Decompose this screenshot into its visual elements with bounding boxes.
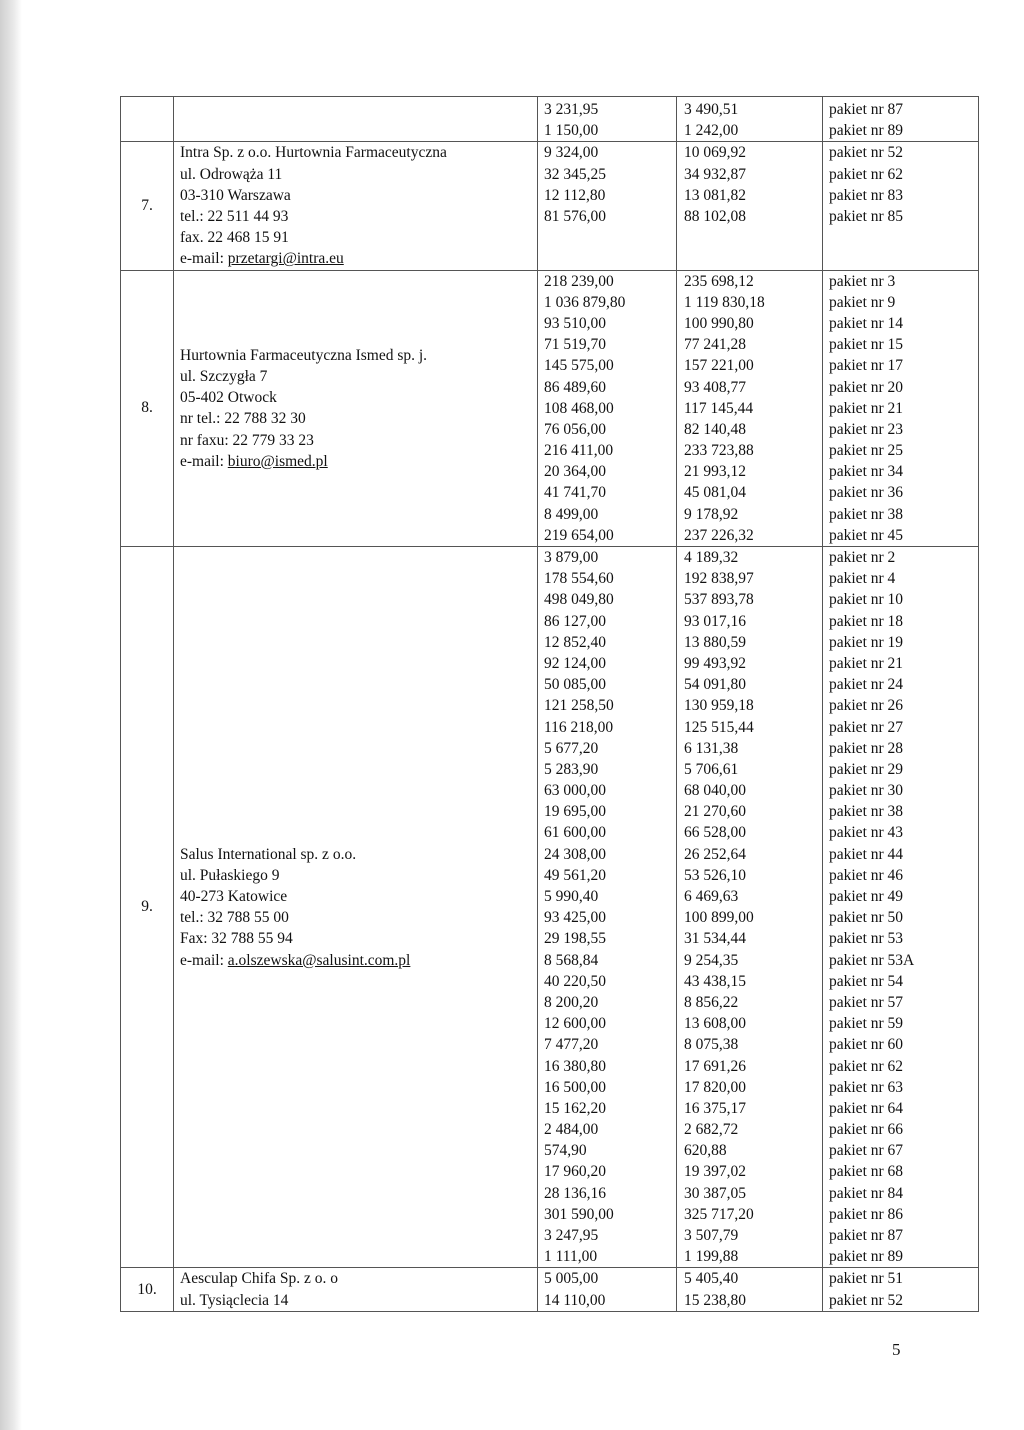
supplier-line: Aesculap Chifa Sp. z o. o — [180, 1270, 338, 1288]
gross-value: 50 085,00 — [544, 676, 606, 694]
row-number: 7. — [121, 142, 174, 270]
gross-value: 61 600,00 — [544, 824, 606, 842]
package-name: pakiet nr 68 — [829, 1163, 904, 1181]
net-value: 130 959,18 — [684, 697, 754, 715]
net-value: 1 242,00 — [684, 122, 739, 140]
gross-value: 71 519,70 — [544, 336, 606, 354]
net-value-column — [677, 270, 823, 546]
package-name: pakiet nr 4 — [829, 570, 896, 588]
gross-value: 219 654,00 — [544, 526, 614, 544]
gross-value: 121 258,50 — [544, 697, 614, 715]
gross-value-column — [538, 97, 677, 142]
net-value: 8 856,22 — [684, 993, 739, 1011]
net-value: 325 717,20 — [684, 1205, 754, 1223]
email-label: e-mail: — [180, 250, 228, 268]
gross-value: 574,90 — [544, 1142, 587, 1160]
gross-value: 5 005,00 — [544, 1270, 599, 1288]
net-value: 68 040,00 — [684, 782, 746, 800]
package-name: pakiet nr 54 — [829, 972, 904, 990]
package-name: pakiet nr 24 — [829, 676, 904, 694]
gross-value: 216 411,00 — [544, 442, 614, 460]
gross-value: 8 200,20 — [544, 993, 599, 1011]
offers-table — [120, 96, 979, 1312]
gross-value: 12 112,80 — [544, 186, 606, 204]
gross-value: 32 345,25 — [544, 165, 606, 183]
gross-value: 3 247,95 — [544, 1227, 599, 1245]
email-label: e-mail: — [180, 951, 228, 969]
email-link[interactable]: biuro@ismed.pl — [227, 452, 328, 470]
package-name: pakiet nr 46 — [829, 866, 904, 884]
gross-value: 63 000,00 — [544, 782, 606, 800]
gross-value: 29 198,55 — [544, 930, 606, 948]
row-number: 9. — [121, 547, 174, 1268]
package-name: pakiet nr 57 — [829, 993, 904, 1011]
package-name: pakiet nr 3 — [829, 272, 896, 290]
net-value: 125 515,44 — [684, 718, 754, 736]
row-number — [121, 97, 174, 142]
net-value-column — [677, 1268, 823, 1311]
supplier-line: 03-310 Warszawa — [180, 186, 291, 204]
gross-value: 16 500,00 — [544, 1078, 606, 1096]
net-value: 26 252,64 — [684, 845, 746, 863]
supplier-line: tel.: 22 511 44 93 — [180, 207, 289, 225]
package-name: pakiet nr 51 — [829, 1270, 904, 1288]
package-name: pakiet nr 87 — [829, 1227, 904, 1245]
gross-value: 86 489,60 — [544, 378, 606, 396]
package-name: pakiet nr 53A — [829, 951, 915, 969]
net-value: 235 698,12 — [684, 272, 754, 290]
net-value: 77 241,28 — [684, 336, 746, 354]
gross-value: 92 124,00 — [544, 654, 606, 672]
net-value: 192 838,97 — [684, 570, 754, 588]
supplier-line: ul. Pułaskiego 9 — [180, 866, 280, 884]
supplier-line: ul. Odrowąża 11 — [180, 165, 283, 183]
gross-value: 24 308,00 — [544, 845, 606, 863]
package-name: pakiet nr 43 — [829, 824, 904, 842]
net-value: 4 189,32 — [684, 549, 739, 567]
offer-row — [121, 97, 979, 142]
supplier-line: ul. Szczygła 7 — [180, 367, 268, 385]
package-name: pakiet nr 26 — [829, 697, 904, 715]
gross-value: 301 590,00 — [544, 1205, 614, 1223]
supplier-line: 05-402 Otwock — [180, 389, 277, 407]
package-name-column — [823, 142, 979, 270]
net-value: 53 526,10 — [684, 866, 746, 884]
supplier-line: Fax: 32 788 55 94 — [180, 930, 293, 948]
package-name: pakiet nr 23 — [829, 420, 904, 438]
package-name: pakiet nr 63 — [829, 1078, 904, 1096]
net-value: 54 091,80 — [684, 676, 746, 694]
row-number: 8. — [121, 270, 174, 546]
offer-row — [121, 142, 979, 270]
package-name: pakiet nr 9 — [829, 293, 896, 311]
package-name: pakiet nr 89 — [829, 1248, 904, 1266]
gross-value: 15 162,20 — [544, 1099, 606, 1117]
supplier-details — [174, 270, 538, 546]
net-value: 34 932,87 — [684, 165, 746, 183]
package-name-column — [823, 547, 979, 1268]
package-name: pakiet nr 44 — [829, 845, 904, 863]
gross-value: 20 364,00 — [544, 463, 606, 481]
gross-value: 93 510,00 — [544, 314, 606, 332]
package-name: pakiet nr 86 — [829, 1205, 904, 1223]
net-value: 537 893,78 — [684, 591, 754, 609]
gross-value: 76 056,00 — [544, 420, 606, 438]
gross-value: 108 468,00 — [544, 399, 614, 417]
net-value: 237 226,32 — [684, 526, 754, 544]
gross-value: 1 111,00 — [544, 1248, 598, 1266]
gross-value: 12 600,00 — [544, 1015, 606, 1033]
offer-row — [121, 1268, 979, 1311]
gross-value: 86 127,00 — [544, 612, 606, 630]
net-value: 10 069,92 — [684, 144, 746, 162]
gross-value: 81 576,00 — [544, 207, 606, 225]
supplier-line: ul. Tysiąclecia 14 — [180, 1291, 289, 1309]
supplier-line: nr faxu: 22 779 33 23 — [180, 431, 314, 449]
gross-value: 7 477,20 — [544, 1036, 599, 1054]
supplier-details — [174, 1268, 538, 1311]
package-name-column — [823, 1268, 979, 1311]
supplier-line: Hurtownia Farmaceutyczna Ismed sp. j. — [180, 346, 428, 364]
net-value: 82 140,48 — [684, 420, 746, 438]
net-value: 117 145,44 — [684, 399, 754, 417]
package-name: pakiet nr 52 — [829, 1291, 904, 1309]
net-value-column — [677, 142, 823, 270]
supplier-email-line — [180, 451, 537, 472]
package-name: pakiet nr 20 — [829, 378, 904, 396]
supplier-line: 40-273 Katowice — [180, 888, 288, 906]
net-value: 9 178,92 — [684, 505, 739, 523]
gross-value: 49 561,20 — [544, 866, 606, 884]
email-link[interactable]: a.olszewska@salusint.com.pl — [227, 951, 411, 969]
gross-value: 5 677,20 — [544, 739, 599, 757]
package-name-column — [823, 97, 979, 142]
gross-value-column — [538, 270, 677, 546]
package-name: pakiet nr 18 — [829, 612, 904, 630]
gross-value: 5 990,40 — [544, 888, 599, 906]
net-value: 17 820,00 — [684, 1078, 746, 1096]
package-name: pakiet nr 64 — [829, 1099, 904, 1117]
net-value: 16 375,17 — [684, 1099, 746, 1117]
net-value: 30 387,05 — [684, 1184, 746, 1202]
net-value: 6 469,63 — [684, 888, 739, 906]
offer-row — [121, 547, 979, 1268]
gross-value: 40 220,50 — [544, 972, 606, 990]
gross-value: 2 484,00 — [544, 1121, 599, 1139]
package-name: pakiet nr 45 — [829, 526, 904, 544]
package-name: pakiet nr 2 — [829, 549, 896, 567]
package-name: pakiet nr 83 — [829, 186, 904, 204]
package-name: pakiet nr 87 — [829, 101, 904, 118]
net-value: 45 081,04 — [684, 484, 746, 502]
package-name: pakiet nr 15 — [829, 336, 904, 354]
net-value: 13 081,82 — [684, 186, 746, 204]
gross-value: 116 218,00 — [544, 718, 614, 736]
supplier-line: fax. 22 468 15 91 — [180, 229, 289, 247]
net-value: 99 493,92 — [684, 654, 746, 672]
package-name: pakiet nr 21 — [829, 399, 904, 417]
net-value: 1 119 830,18 — [684, 293, 765, 311]
package-name-column — [823, 270, 979, 546]
gross-value-column — [538, 547, 677, 1268]
package-name: pakiet nr 85 — [829, 207, 904, 225]
gross-value: 9 324,00 — [544, 144, 599, 162]
net-value: 19 397,02 — [684, 1163, 746, 1181]
supplier-email-line — [180, 950, 537, 971]
net-value: 17 691,26 — [684, 1057, 746, 1075]
package-name: pakiet nr 49 — [829, 888, 904, 906]
supplier-details — [174, 547, 538, 1268]
net-value: 21 270,60 — [684, 803, 746, 821]
net-value: 5 405,40 — [684, 1270, 739, 1288]
package-name: pakiet nr 17 — [829, 357, 904, 375]
package-name: pakiet nr 59 — [829, 1015, 904, 1033]
package-name: pakiet nr 50 — [829, 909, 904, 927]
gross-value: 178 554,60 — [544, 570, 614, 588]
package-name: pakiet nr 19 — [829, 633, 904, 651]
package-name: pakiet nr 29 — [829, 760, 904, 778]
gross-value: 1 036 879,80 — [544, 293, 626, 311]
row-number: 10. — [121, 1268, 174, 1311]
net-value: 13 880,59 — [684, 633, 746, 651]
gross-value: 8 499,00 — [544, 505, 599, 523]
package-name: pakiet nr 38 — [829, 803, 904, 821]
net-value: 100 990,80 — [684, 314, 754, 332]
gross-value: 93 425,00 — [544, 909, 606, 927]
net-value: 5 706,61 — [684, 760, 739, 778]
net-value: 93 017,16 — [684, 612, 746, 630]
package-name: pakiet nr 67 — [829, 1142, 904, 1160]
net-value: 21 993,12 — [684, 463, 746, 481]
gross-value: 28 136,16 — [544, 1184, 606, 1202]
gross-value: 17 960,20 — [544, 1163, 606, 1181]
net-value: 2 682,72 — [684, 1121, 739, 1139]
net-value: 93 408,77 — [684, 378, 746, 396]
net-value-column — [677, 97, 823, 142]
supplier-details — [174, 142, 538, 270]
net-value: 8 075,38 — [684, 1036, 739, 1054]
supplier-line: nr tel.: 22 788 32 30 — [180, 410, 306, 428]
page-number: 5 — [892, 1340, 901, 1359]
net-value-column — [677, 547, 823, 1268]
email-label: e-mail: — [180, 452, 228, 470]
gross-value: 3 879,00 — [544, 549, 599, 567]
package-name: pakiet nr 60 — [829, 1036, 904, 1054]
gross-value: 19 695,00 — [544, 803, 606, 821]
net-value: 13 608,00 — [684, 1015, 746, 1033]
gross-value: 5 283,90 — [544, 760, 599, 778]
net-value: 3 490,51 — [684, 101, 739, 118]
supplier-line: tel.: 32 788 55 00 — [180, 909, 289, 927]
package-name: pakiet nr 38 — [829, 505, 904, 523]
gross-value: 14 110,00 — [544, 1291, 606, 1309]
package-name: pakiet nr 52 — [829, 144, 904, 162]
gross-value: 1 150,00 — [544, 122, 599, 140]
supplier-line: Salus International sp. z o.o. — [180, 845, 357, 863]
net-value: 31 534,44 — [684, 930, 746, 948]
scan-edge — [0, 0, 22, 1430]
net-value: 3 507,79 — [684, 1227, 739, 1245]
supplier-line: Intra Sp. z o.o. Hurtownia Farmaceutyczna — [180, 144, 447, 162]
package-name: pakiet nr 62 — [829, 1057, 904, 1075]
gross-value: 41 741,70 — [544, 484, 606, 502]
package-name: pakiet nr 27 — [829, 718, 904, 736]
package-name: pakiet nr 14 — [829, 314, 904, 332]
gross-value: 218 239,00 — [544, 272, 614, 290]
gross-value: 16 380,80 — [544, 1057, 606, 1075]
net-value: 6 131,38 — [684, 739, 739, 757]
package-name: pakiet nr 62 — [829, 165, 904, 183]
supplier-details — [174, 97, 538, 142]
package-name: pakiet nr 36 — [829, 484, 904, 502]
package-name: pakiet nr 30 — [829, 782, 904, 800]
package-name: pakiet nr 89 — [829, 122, 904, 140]
gross-value: 3 231,95 — [544, 101, 599, 118]
net-value: 620,88 — [684, 1142, 727, 1160]
gross-value-column — [538, 1268, 677, 1311]
gross-value: 12 852,40 — [544, 633, 606, 651]
package-name: pakiet nr 28 — [829, 739, 904, 757]
gross-value: 145 575,00 — [544, 357, 614, 375]
offer-row — [121, 270, 979, 546]
package-name: pakiet nr 10 — [829, 591, 904, 609]
net-value: 100 899,00 — [684, 909, 754, 927]
offers-table-body — [121, 97, 979, 1312]
package-name: pakiet nr 34 — [829, 463, 904, 481]
gross-value: 8 568,84 — [544, 951, 599, 969]
package-name: pakiet nr 53 — [829, 930, 904, 948]
net-value: 43 438,15 — [684, 972, 746, 990]
email-link[interactable]: przetargi@intra.eu — [227, 250, 344, 268]
gross-value-column — [538, 142, 677, 270]
net-value: 233 723,88 — [684, 442, 754, 460]
net-value: 88 102,08 — [684, 207, 746, 225]
net-value: 9 254,35 — [684, 951, 739, 969]
net-value: 66 528,00 — [684, 824, 746, 842]
package-name: pakiet nr 25 — [829, 442, 904, 460]
gross-value: 498 049,80 — [544, 591, 614, 609]
net-value: 157 221,00 — [684, 357, 754, 375]
package-name: pakiet nr 66 — [829, 1121, 904, 1139]
package-name: pakiet nr 21 — [829, 654, 904, 672]
net-value: 15 238,80 — [684, 1291, 746, 1309]
package-name: pakiet nr 84 — [829, 1184, 904, 1202]
supplier-email-line — [180, 248, 537, 269]
net-value: 1 199,88 — [684, 1248, 739, 1266]
